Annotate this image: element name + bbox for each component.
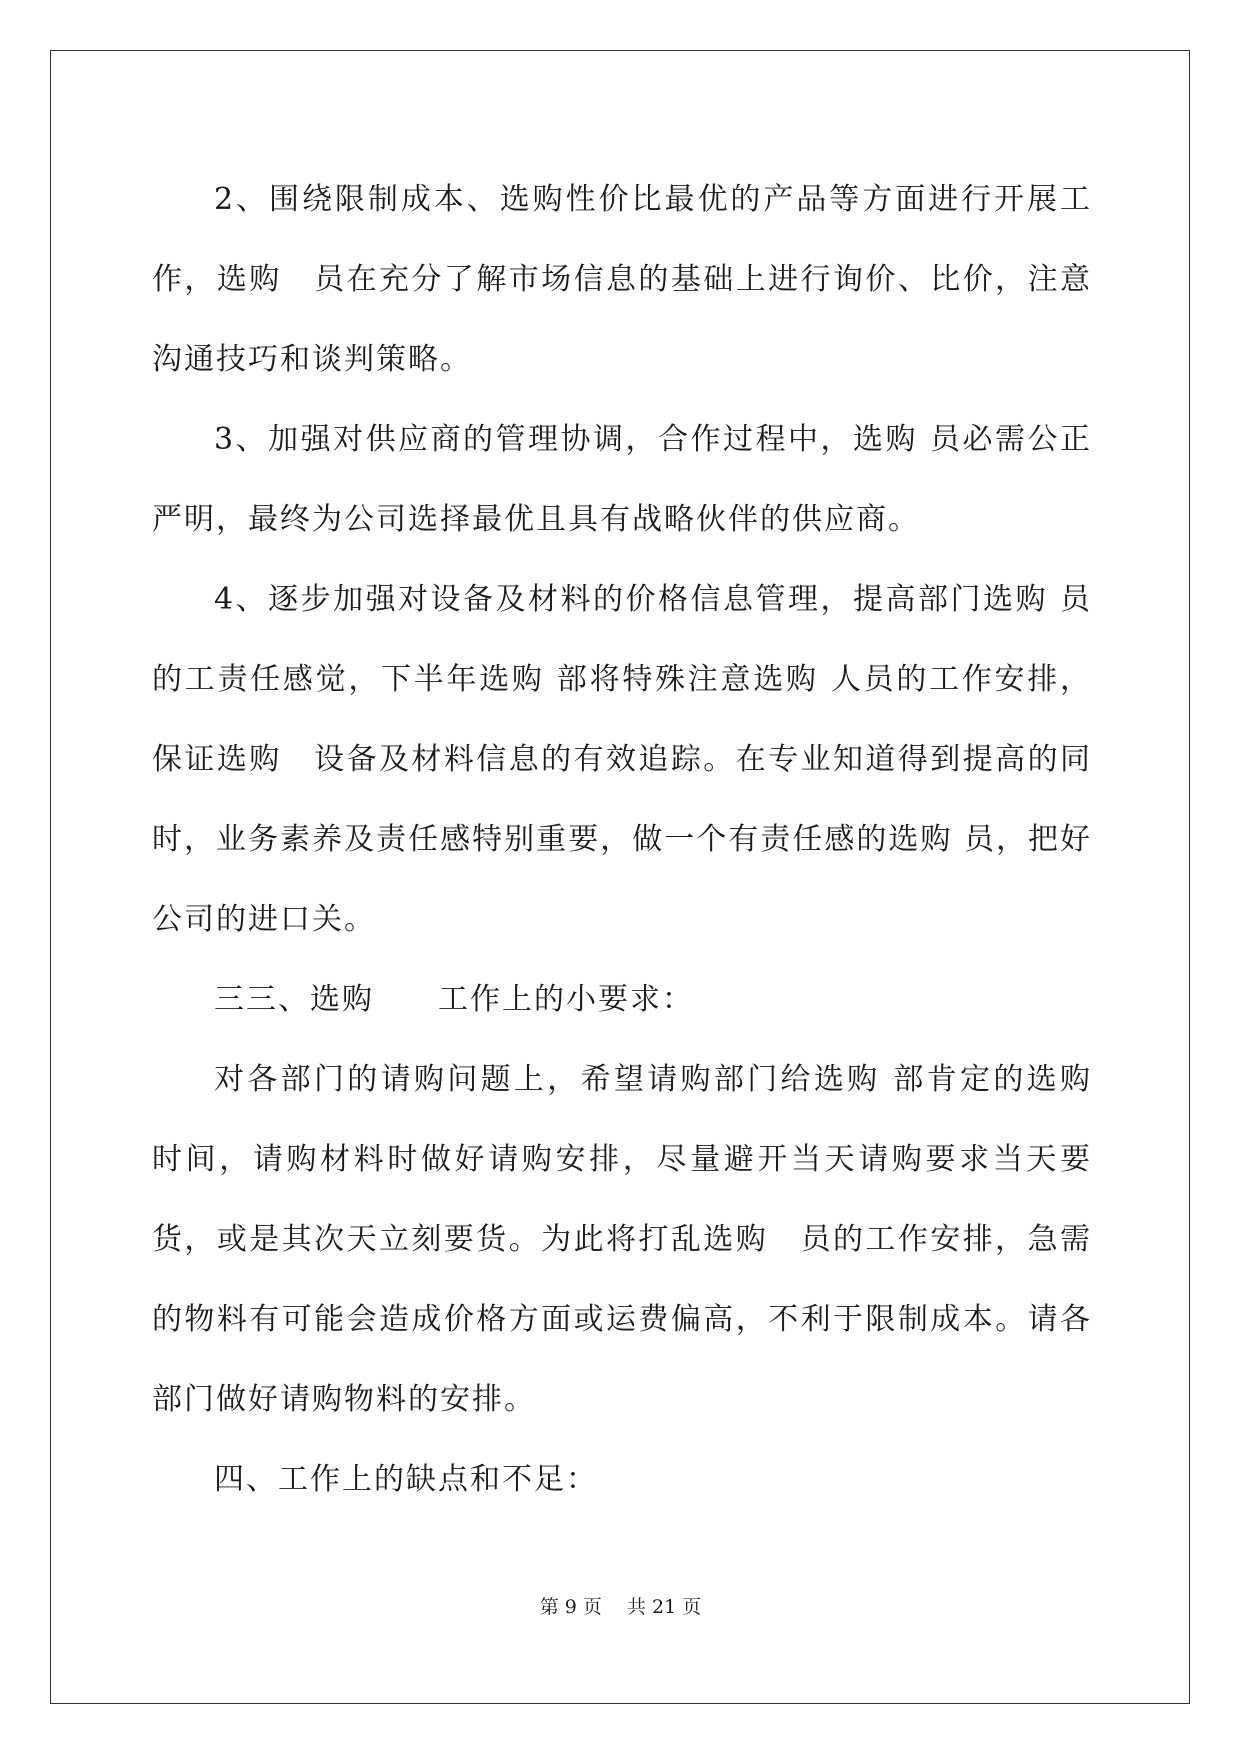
section-heading-shortcomings: 四、工作上的缺点和不足： [214,1462,598,1497]
page-footer [0,1592,1241,1619]
page-number-label: 第 9 页 共 21 页 [539,1596,702,1618]
document-body [152,160,1124,1520]
paragraph-item-4: 4、逐步加强对设备及材料的价格信息管理，提高部门选购 员的工责任感觉，下半年选购 部将特殊注意选购 人员的工作安排，保证选购 设备及材料信息的有效追踪。在专业知道得到提高的同时，业务素养及责任感特别重要，做一个有责任感的选购 员，把好公司的进口关。 [152,582,1092,937]
section-heading-procurement-requests: 三三、选购 工作上的小要求： [214,982,694,1017]
paragraph-procurement-requests: 对各部门的请购问题上，希望请购部门给选购 部肯定的选购 时间，请购材料时做好请购安排，尽量避开当天请购要求当天要货，或是其次天立刻要货。为此将打乱选购 员的工作安排，急需的物料有可能会造成价格方面或运费偏高，不利于限制成本。请各部门做好请购物料的安排。 [152,1062,1124,1417]
paragraph-item-2: 2、围绕限制成本、选购性价比最优的产品等方面进行开展工作，选购 员在充分了解市场信息的基础上进行询价、比价，注意沟通技巧和谈判策略。 [152,182,1092,377]
paragraph-item-3: 3、加强对供应商的管理协调，合作过程中，选购 员必需公正严明，最终为公司选择最优且具有战略伙伴的供应商。 [152,422,1092,537]
